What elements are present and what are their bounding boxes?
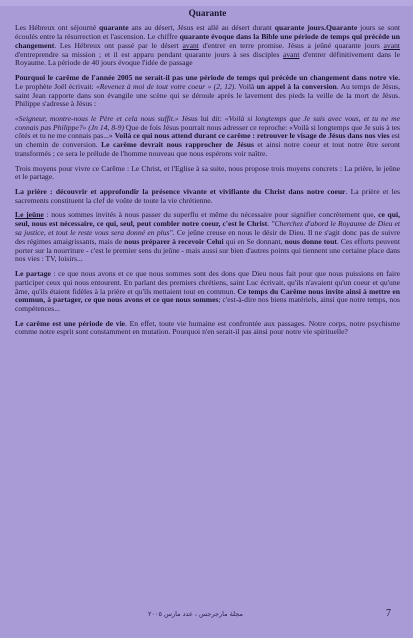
text-run: . Ce jeûne creuse en nous le désir de Dieu. Il ne s'agit donc pas de suivre des régimes amaigrissants, mais de — [15, 227, 400, 246]
text-run: ans au désert, Jésus est allé au désert durant — [128, 23, 275, 32]
text-run: Ce temps du Carême nous invite ainsi à mettre en commun, à partager, ce que nous avons et ce que nous sommes — [15, 286, 400, 305]
text-run: nous préparer à recevoir Celui — [124, 236, 224, 246]
text-run: Les Hébreux ont séjourné — [15, 23, 100, 32]
text-run: : ce que nous avons et ce que nous sommes sont des dons que Dieu nous fait pour que nous puissions en faire participer ceux qui nous entourent. En parlant des premiers chrétiens, saint Luc écrivait, qu'ils n'avaient qu'un coeur et qu'une âme, qu'ils étaient fidèles à la prière et qu'ils mettaient tout en commun. — [15, 268, 401, 296]
text-run: Voilà ce qui nous attend durant ce carême : retrouver le visage de Jésus dans nos vies — [114, 131, 390, 141]
paragraph — [15, 320, 400, 338]
text-run: nous donne tout — [284, 236, 337, 246]
text-run: . Les Hébreux ont passé par le désert — [54, 40, 183, 50]
text-run: avant — [383, 40, 400, 50]
paragraph — [15, 188, 400, 206]
text-run: Le prophète Joël écrivait: — [15, 81, 96, 91]
text-run: «Revenez à moi de tout votre coeur » (2, 12). — [95, 81, 237, 91]
text-run: jours se sont écoulés entre la résurrection et l'ascension. Le chiffre — [15, 23, 400, 41]
text-run: quarante — [99, 23, 129, 32]
paragraph — [15, 24, 400, 68]
text-run: Le carême devrait nous rapprocher de Jésus — [101, 140, 254, 150]
text-run: . — [267, 219, 272, 228]
paragraph — [15, 165, 400, 183]
text-run: "Cherchez d'abord le Royaume de Dieu et sa justice, et tout le reste vous sera donné en plus" — [15, 219, 401, 237]
text-run: quarante évoque dans la Bible une période de temps qui précède un changement — [15, 31, 400, 50]
text-run: d'entrer définitivement dans le Royaume. La période de 40 jours évoque l'idée de passage — [15, 49, 400, 68]
page-title: Quarante — [188, 8, 227, 18]
text-run: La prière : découvrir et approfondir la présence vivante et vivifiante du Christ dans notre coeur — [15, 186, 346, 196]
paragraph — [15, 74, 400, 109]
text-run: «Voilà si longtemps que Je suis avec vous, et tu ne me connais pas Philippe?» (Jn 14, 8-9) — [15, 113, 400, 132]
page-footer — [0, 608, 413, 622]
text-run: d'entrer en terre promise. Jésus a jeûné quarante jours — [198, 40, 384, 50]
text-run: Le jeûne — [15, 210, 44, 220]
text-run: Le partage — [15, 268, 51, 278]
text-run: Voilà — [236, 81, 257, 91]
paragraph — [15, 115, 400, 159]
text-run: Que de fois Jésus pourrait nous adresser ce reproche: «Voilà si longtemps que Je suis à tes côtés et tu ne me connais pas...» — [15, 122, 400, 141]
text-run: est un chemin de conversion. — [15, 131, 400, 150]
text-run: qui en Se donnant, — [223, 236, 285, 246]
text-run: un appel à la conversion — [256, 81, 337, 91]
text-run: : nous sommes invités à nous passer du superflu et même du nécessaire pour signifier concrètement que, — [43, 210, 379, 220]
text-run: . Ces efforts peuvent porter sur la nourriture - c'est le premier sens du jeûne - mais aussi sur bien d'autres points qui tiennent une certaine place dans nos vies : TV, loisirs... — [15, 236, 400, 264]
text-run: avant — [182, 40, 199, 50]
text-run: . En effet, toute vie humaine est confrontée aux passages. Notre corps, notre psychisme comme notre esprit sont constamment en mutation. Pourquoi n'en serait-il pas ainsi pour notre vie spirituelle? — [15, 318, 400, 337]
text-run: «Seigneur, montre-nous le Père et cela nous suffit.» — [15, 113, 179, 123]
text-run: ; c'est-à-dire nos biens matériels, ainsi que notre temps, nos compétences... — [15, 295, 400, 314]
text-run: . La prière et les sacrements constituent la clef de voûte de toute la vie chrétienne. — [15, 186, 401, 205]
text-run: d'entreprendre sa mission ; et il est apparu pendant quarante jours à ses disciples — [15, 49, 283, 59]
publication-reference: مجلة مارجرجس ، عدد مارس ٢٠٠٥ — [148, 610, 243, 618]
text-run: avant — [282, 49, 300, 59]
paragraph — [15, 270, 400, 314]
text-run: quarante jours.Quarante — [274, 23, 358, 32]
text-run: Le carême est une période de vie — [15, 318, 126, 328]
page-number: 7 — [386, 608, 391, 619]
text-run: Jésus lui dit: — [178, 113, 225, 123]
paragraph — [15, 211, 400, 264]
text-run: Trois moyens pour vivre ce Carême : Le Christ, et l'Eglise à sa suite, nous propose trois moyens concrets : La prière, le jeûne et le partage. — [15, 163, 400, 182]
text-run: ce qui, seul, nous est nécessaire, ce qui, seul, peut combler notre coeur, c'est le Christ — [15, 210, 400, 228]
text-run: et ainsi notre coeur et tout notre être seront transformés ; ce sera le prélude de l'homme nouveau que nous espérons voir naître. — [15, 140, 400, 159]
text-run: Pourquoi le carême de l'année 2005 ne serait-il pas une période de temps qui précède un changement dans notre vie. — [15, 72, 400, 82]
article-body — [15, 24, 400, 337]
text-run: . Au temps de Jésus, saint Jean rapporte dans son évangile une scène qui se déroule après le lavement des pieds la veille de la mort de Jésus. Philippe s'adresse à Jésus : — [15, 81, 401, 109]
